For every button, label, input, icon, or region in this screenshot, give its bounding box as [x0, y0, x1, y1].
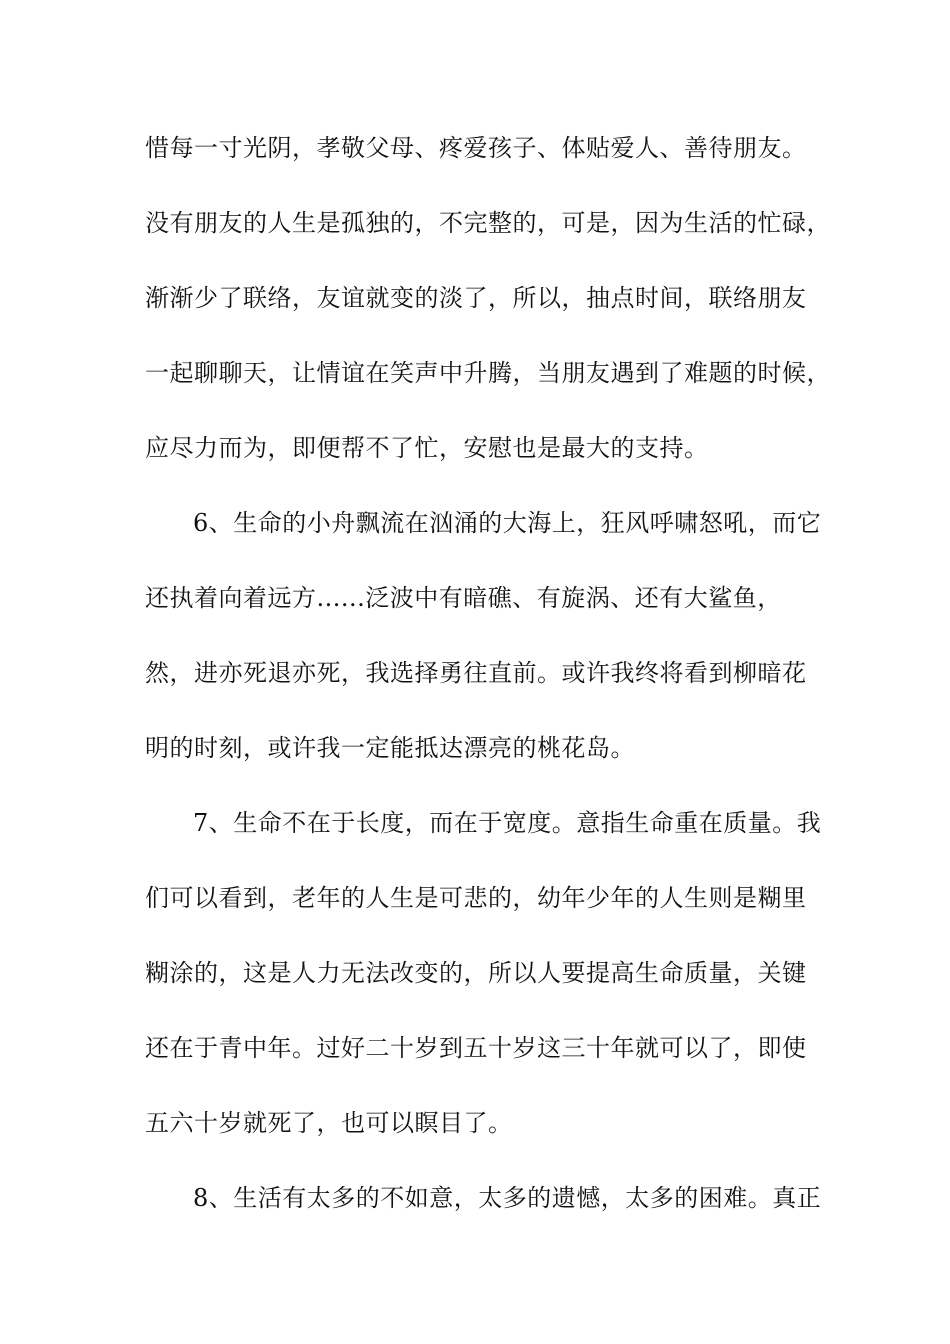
paragraph-start-7: 7、生命不在于长度，而在于宽度。意指生命重在质量。我 — [193, 809, 822, 837]
text-line: 应尽力而为，即便帮不了忙，安慰也是最大的支持。 — [145, 434, 709, 462]
paragraph-start-6: 6、生命的小舟飘流在汹涌的大海上，狂风呼啸怒吼，而它 — [193, 509, 822, 537]
text-line: 还在于青中年。过好二十岁到五十岁这三十年就可以了，即使 — [145, 1034, 807, 1062]
text-line: 五六十岁就死了，也可以瞑目了。 — [145, 1109, 513, 1137]
text-line: 渐渐少了联络，友谊就变的淡了，所以，抽点时间，联络朋友 — [145, 284, 807, 312]
text-line: 还执着向着远方......泛波中有暗礁、有旋涡、还有大鲨鱼， — [145, 584, 782, 612]
text-line: 糊涂的，这是人力无法改变的，所以人要提高生命质量，关键 — [145, 959, 807, 987]
text-line: 一起聊聊天，让情谊在笑声中升腾，当朋友遇到了难题的时候， — [145, 359, 831, 387]
text-line: 惜每一寸光阴，孝敬父母、疼爱孩子、体贴爱人、善待朋友。 — [145, 134, 807, 162]
text-line: 明的时刻，或许我一定能抵达漂亮的桃花岛。 — [145, 734, 635, 762]
text-line: 没有朋友的人生是孤独的，不完整的，可是，因为生活的忙碌， — [145, 209, 831, 237]
text-line: 然，进亦死退亦死，我选择勇往直前。或许我终将看到柳暗花 — [145, 659, 807, 687]
text-line: 们可以看到，老年的人生是可悲的，幼年少年的人生则是糊里 — [145, 884, 807, 912]
body-text — [145, 130, 835, 1218]
paragraph-start-8: 8、生活有太多的不如意，太多的遗憾，太多的困难。真正 — [193, 1184, 822, 1212]
